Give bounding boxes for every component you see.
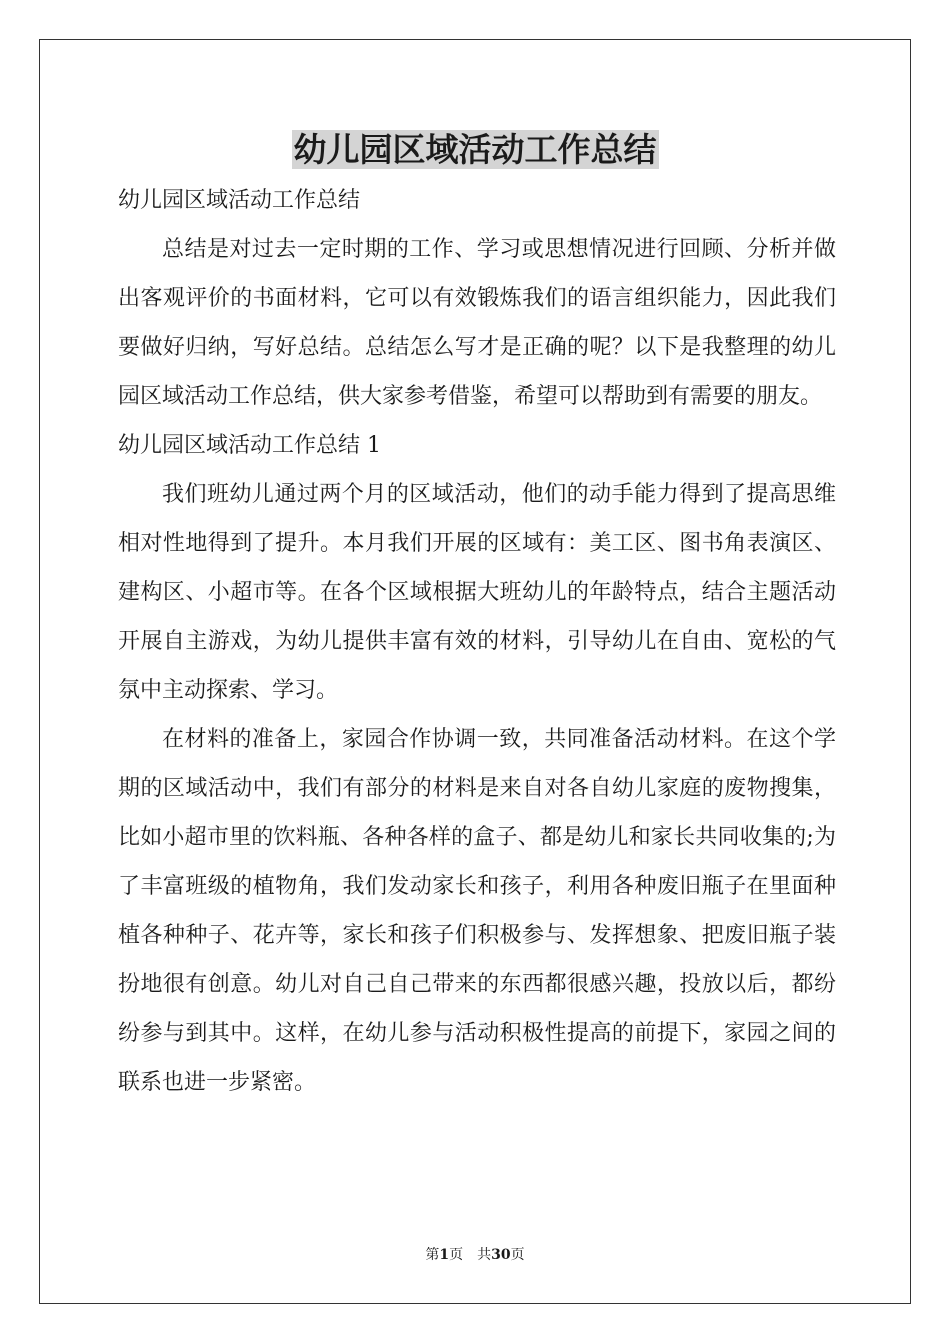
section-heading-1: 幼儿园区域活动工作总结 1 [118,433,381,458]
document-subtitle: 幼儿园区域活动工作总结 [118,188,361,213]
document-title [0,128,950,172]
footer-page-current: 1 [439,1247,450,1263]
document-body [118,176,836,1107]
intro-paragraph: 总结是对过去一定时期的工作、学习或思想情况进行回顾、分析并做出客观评价的书面材料，它可以有效锻炼我们的语言组织能力，因此我们要做好归纳，写好总结。总结怎么写才是正确的呢？以下是我整理的幼儿园区域活动工作总结，供大家参考借鉴，希望可以帮助到有需要的朋友。 [118,237,836,409]
section-1-paragraph-2: 在材料的准备上，家园合作协调一致，共同准备活动材料。在这个学期的区域活动中，我们有部分的材料是来自对各自幼儿家庭的废物搜集，比如小超市里的饮料瓶、各种各样的盒子、都是幼儿和家长共同收集的;为了丰富班级的植物角，我们发动家长和孩子，利用各种废旧瓶子在里面种植各种种子、花卉等，家长和孩子们积极参与、发挥想象、把废旧瓶子装扮地很有创意。幼儿对自己自己带来的东西都很感兴趣，投放以后，都纷纷参与到其中。这样，在幼儿参与活动积极性提高的前提下，家园之间的联系也进一步紧密。 [118,727,836,1095]
footer-page-suffix: 页 [449,1247,464,1263]
footer-page-total: 30 [491,1247,511,1263]
footer-page-prefix: 第 [425,1247,440,1263]
footer-total-prefix: 共 [477,1247,492,1263]
page-footer [0,1245,950,1265]
section-1-paragraph-1: 我们班幼儿通过两个月的区域活动，他们的动手能力得到了提高思维相对性地得到了提升。本月我们开展的区域有：美工区、图书角表演区、建构区、小超市等。在各个区域根据大班幼儿的年龄特点，结合主题活动开展自主游戏，为幼儿提供丰富有效的材料，引导幼儿在自由、宽松的气氛中主动探索、学习。 [118,482,836,703]
document-title-text: 幼儿园区域活动工作总结 [293,130,657,169]
footer-total-suffix: 页 [510,1247,525,1263]
